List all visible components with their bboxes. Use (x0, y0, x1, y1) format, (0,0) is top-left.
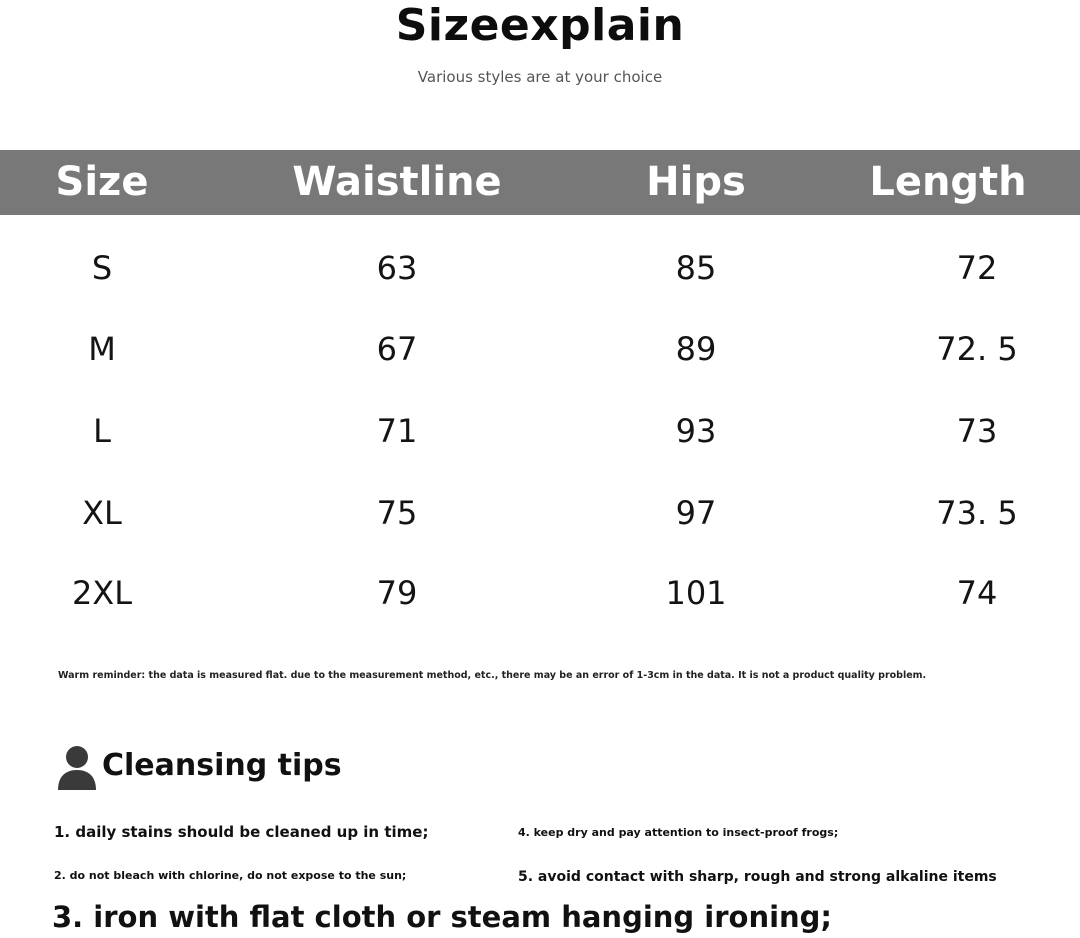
cell-length: 72. 5 (936, 330, 1018, 368)
cell-size: M (88, 330, 116, 368)
tip-item-1: 1. daily stains should be cleaned up in time; (54, 823, 429, 841)
cell-waistline: 75 (376, 494, 418, 532)
column-header-hips: Hips (646, 159, 746, 205)
column-header-waistline: Waistline (292, 159, 502, 205)
cell-hips: 97 (675, 494, 717, 532)
page-title: Sizeexplain (395, 0, 685, 51)
person-icon (56, 744, 98, 790)
tip-item-3: 3. iron with flat cloth or steam hanging ironing; (52, 900, 833, 934)
cell-hips: 89 (675, 330, 717, 368)
cell-hips: 85 (675, 249, 717, 287)
tip-item-2: 2. do not bleach with chlorine, do not expose to the sun; (54, 869, 407, 882)
cell-waistline: 67 (376, 330, 418, 368)
cell-length: 73 (956, 412, 998, 450)
tip-item-4: 4. keep dry and pay attention to insect-proof frogs; (518, 826, 839, 839)
size-table-header (0, 150, 1080, 215)
column-header-size: Size (55, 159, 149, 205)
tip-item-5: 5. avoid contact with sharp, rough and strong alkaline items (518, 869, 997, 885)
cell-hips: 101 (665, 574, 727, 612)
cell-length: 74 (956, 574, 998, 612)
cell-size: L (93, 412, 111, 450)
table-row (0, 319, 1080, 379)
cell-waistline: 79 (376, 574, 418, 612)
cleansing-tips-title: Cleansing tips (102, 748, 342, 783)
warm-reminder-note: Warm reminder: the data is measured flat. due to the measurement method, etc., there may be an error of 1-3cm in the data. It is not a product quality problem. (58, 670, 927, 681)
cell-hips: 93 (675, 412, 717, 450)
cell-length: 72 (956, 249, 998, 287)
table-row (0, 563, 1080, 623)
cell-size: XL (82, 494, 122, 532)
column-header-length: Length (869, 159, 1027, 205)
cell-waistline: 71 (376, 412, 418, 450)
cell-size: 2XL (71, 574, 133, 612)
table-row (0, 238, 1080, 298)
cell-waistline: 63 (376, 249, 418, 287)
cell-size: S (91, 249, 113, 287)
table-row (0, 483, 1080, 543)
table-row (0, 401, 1080, 461)
page-subtitle: Various styles are at your choice (417, 68, 663, 86)
cell-length: 73. 5 (936, 494, 1018, 532)
